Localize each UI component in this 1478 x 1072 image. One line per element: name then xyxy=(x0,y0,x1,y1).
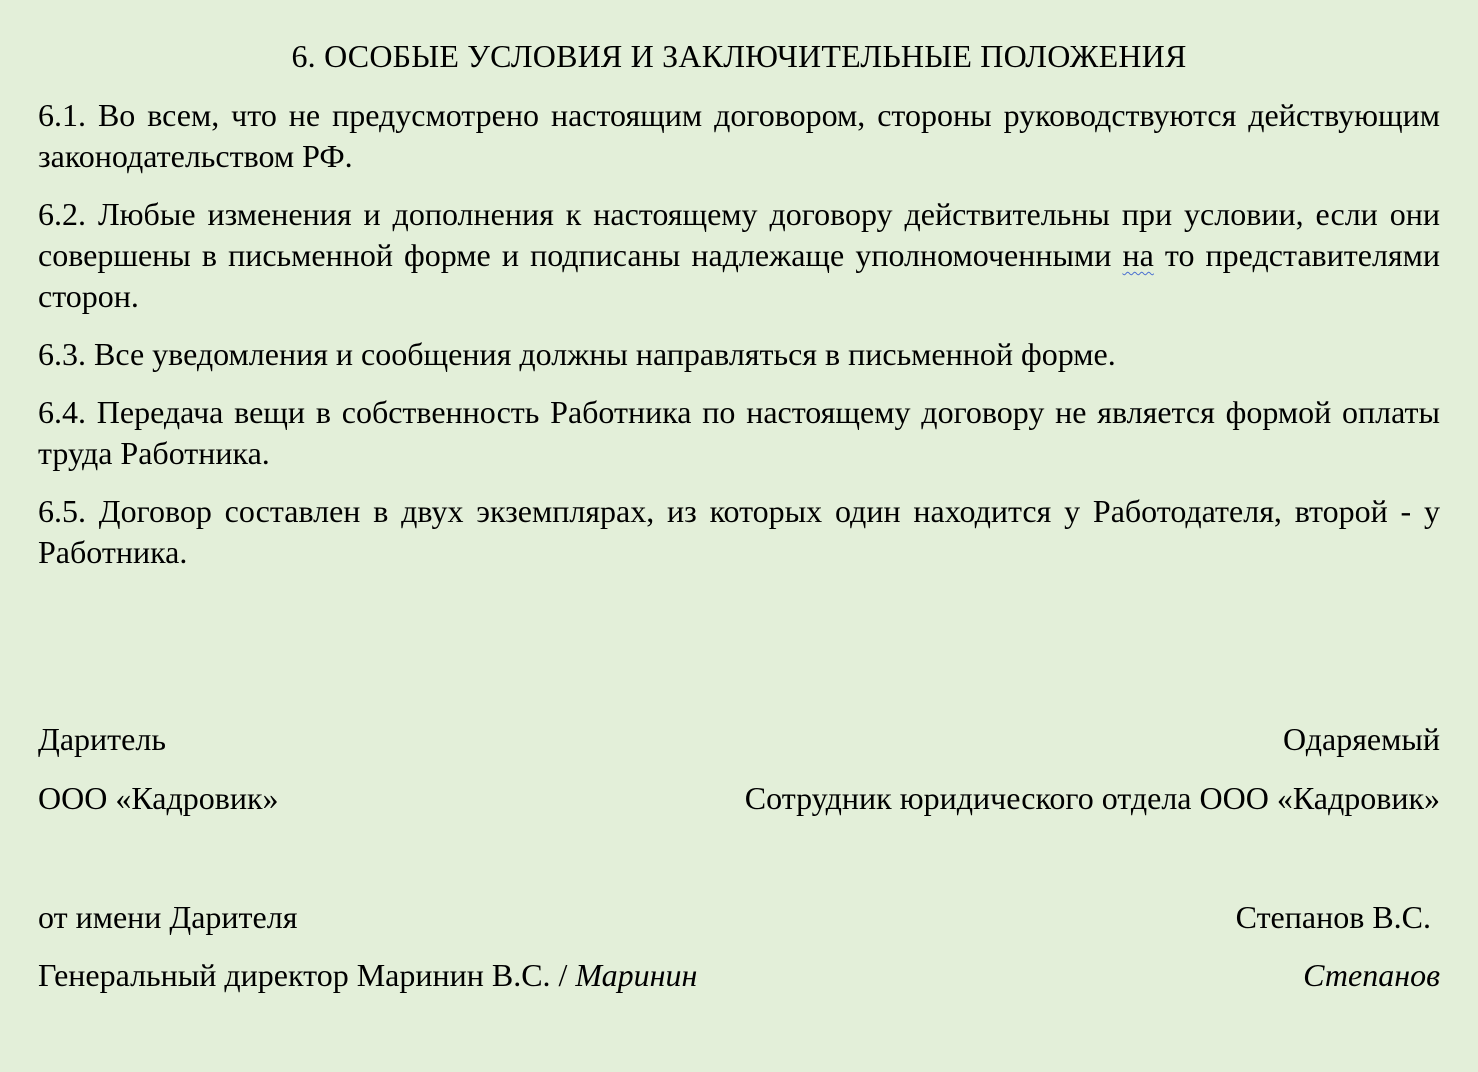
signature-behalf-row xyxy=(38,896,1440,938)
clause-6-2 xyxy=(38,194,1440,317)
section-title: 6. ОСОБЫЕ УСЛОВИЯ И ЗАКЛЮЧИТЕЛЬНЫЕ ПОЛОЖЕНИЯ xyxy=(291,38,1187,74)
recipient-name: Степанов В.С. xyxy=(1235,899,1431,935)
donor-organization: ООО «Кадровик» xyxy=(38,780,279,816)
clause-6-4: 6.4. Передача вещи в собственность Работника по настоящему договору не является формой оплаты труда Работника. xyxy=(38,394,1440,471)
clause-6-1: 6.1. Во всем, что не предусмотрено настоящим договором, стороны руководствуются действующим законодательством РФ. xyxy=(38,97,1440,174)
donor-role: Даритель xyxy=(38,721,166,757)
signature-org-row xyxy=(38,777,1440,819)
recipient-signature: Степанов xyxy=(1303,957,1440,993)
clause-6-2-text-after: то представителями сторон. xyxy=(38,237,1441,314)
recipient-role: Одаряемый xyxy=(1283,721,1440,757)
donor-signer-line: Генеральный директор Маринин В.С. / xyxy=(38,957,576,993)
clause-6-5: 6.5. Договор составлен в двух экземплярах, из которых один находится у Работодателя, второй - у Работника. xyxy=(38,493,1440,570)
spellcheck-flagged-word[interactable]: на xyxy=(1122,237,1154,273)
recipient-position: Сотрудник юридического отдела ООО «Кадровик» xyxy=(744,780,1440,816)
donor-signature: Маринин xyxy=(575,957,698,993)
clause-6-3: 6.3. Все уведомления и сообщения должны направляться в письменной форме. xyxy=(38,336,1116,372)
signature-sign-row xyxy=(38,954,1440,996)
donor-on-behalf: от имени Дарителя xyxy=(38,899,298,935)
clause-6-2-text-before: 6.2. Любые изменения и дополнения к настоящему договору действительны при условии, если они совершены в письменной форме и подписаны надлежаще уполномоченными xyxy=(38,196,1440,273)
donor-signer xyxy=(38,954,697,996)
signature-roles-row xyxy=(38,718,1440,760)
clauses-list xyxy=(38,95,1440,590)
